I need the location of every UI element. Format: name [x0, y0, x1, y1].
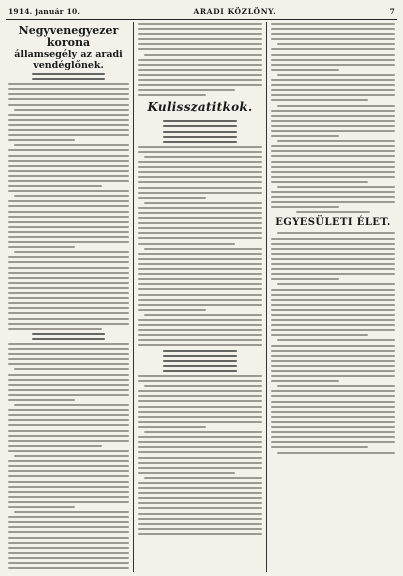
text-line [8, 216, 129, 218]
text-line [271, 446, 368, 448]
text-line [138, 518, 262, 520]
text-line [8, 302, 129, 304]
text-line [138, 79, 262, 81]
text-line [8, 139, 75, 141]
text-line [138, 309, 206, 311]
text-line [8, 531, 129, 533]
text-line [8, 318, 129, 320]
text-line [271, 99, 368, 101]
text-line [8, 562, 129, 564]
text-line [8, 185, 102, 187]
text-line [8, 170, 129, 172]
text-line [271, 360, 395, 362]
text-line [271, 314, 395, 316]
text-line [144, 477, 262, 479]
text-line [271, 273, 395, 275]
text-line [138, 207, 262, 209]
text-line [8, 328, 102, 330]
text-line [8, 481, 129, 483]
text-line [138, 227, 262, 229]
text-line [138, 502, 262, 504]
column-2-body-top [138, 23, 262, 96]
text-line [271, 380, 339, 382]
text-line [8, 149, 129, 151]
text-line [8, 88, 129, 90]
text-line [271, 441, 395, 443]
text-line [163, 365, 237, 367]
text-line [271, 84, 395, 86]
text-line [271, 89, 395, 91]
text-line [138, 375, 262, 377]
text-line [8, 465, 129, 467]
text-line [8, 384, 129, 386]
text-line [8, 211, 129, 213]
text-line [271, 395, 395, 397]
text-line [8, 557, 129, 559]
lead-article-subtitle: államsegély az aradi vendéglőnek. [14, 49, 123, 71]
text-line [8, 363, 129, 365]
page-number: 7 [389, 6, 395, 16]
text-line [138, 197, 206, 199]
text-line [144, 385, 262, 387]
text-line [138, 299, 262, 301]
text-line [8, 256, 129, 258]
text-line [8, 358, 129, 360]
text-line [14, 368, 129, 370]
text-line [138, 181, 262, 183]
text-line [271, 390, 395, 392]
text-line [8, 516, 129, 518]
text-line [8, 409, 129, 411]
text-line [8, 272, 129, 274]
text-line [271, 54, 395, 56]
lead-article-body [8, 73, 129, 572]
masthead: ARADI KÖZLÖNY. [193, 6, 277, 16]
text-line [138, 334, 262, 336]
text-line [8, 348, 129, 350]
text-line [138, 69, 262, 71]
text-line [8, 277, 129, 279]
text-line [144, 314, 262, 316]
text-line [277, 339, 395, 341]
lead-article-title: Negyvenegyezer korona [18, 24, 119, 49]
text-line [138, 451, 262, 453]
text-line [271, 64, 395, 66]
text-line [138, 171, 262, 173]
text-line [8, 267, 129, 269]
text-line [138, 166, 262, 168]
text-line [277, 140, 395, 142]
text-line [163, 370, 237, 372]
text-line [271, 130, 395, 132]
text-line [138, 441, 262, 443]
text-line [271, 23, 395, 25]
text-line [277, 452, 395, 454]
text-line [8, 450, 129, 452]
text-line [163, 355, 237, 357]
text-line [163, 360, 237, 362]
text-line [138, 513, 262, 515]
text-line [8, 440, 129, 442]
text-line [8, 394, 129, 396]
text-line [8, 486, 129, 488]
text-line [163, 350, 237, 352]
text-line [138, 23, 262, 25]
text-line [138, 232, 262, 234]
text-line [277, 105, 395, 107]
text-line [8, 241, 129, 243]
text-line [271, 181, 368, 183]
text-line [8, 379, 129, 381]
text-line [271, 355, 395, 357]
text-line [14, 109, 129, 111]
text-line [138, 288, 262, 290]
column-2 [138, 23, 262, 572]
column-3-body-top [271, 23, 395, 213]
text-line [144, 156, 262, 158]
text-line [138, 304, 262, 306]
text-line [8, 93, 129, 95]
text-line [163, 131, 237, 133]
kulisszatitkok-body [138, 120, 262, 535]
text-line [138, 38, 262, 40]
text-line [277, 232, 395, 234]
text-line [8, 190, 129, 192]
text-line [138, 217, 262, 219]
text-line [138, 482, 262, 484]
text-line [138, 253, 262, 255]
text-line [138, 176, 262, 178]
text-line [271, 309, 395, 311]
text-line [8, 134, 129, 136]
text-line [8, 353, 129, 355]
text-line [138, 187, 262, 189]
text-line [8, 430, 129, 432]
text-line [138, 43, 262, 45]
text-line [138, 528, 262, 530]
text-line [271, 48, 395, 50]
text-line [32, 73, 105, 75]
text-line [138, 436, 262, 438]
text-line [138, 406, 262, 408]
text-line [8, 200, 129, 202]
text-line [138, 33, 262, 35]
text-line [138, 74, 262, 76]
text-line [271, 411, 395, 413]
text-line [138, 268, 262, 270]
text-line [271, 79, 395, 81]
text-line [8, 506, 75, 508]
text-line [271, 334, 368, 336]
text-line [8, 399, 75, 401]
text-line [138, 344, 262, 346]
text-line [14, 195, 129, 197]
text-line [138, 48, 262, 50]
text-line [8, 114, 129, 116]
text-line [138, 64, 262, 66]
text-line [138, 324, 262, 326]
text-line [8, 129, 129, 131]
text-line [14, 455, 129, 457]
text-line [138, 161, 262, 163]
text-line [271, 406, 395, 408]
text-line [8, 389, 129, 391]
text-line [8, 470, 129, 472]
text-line [8, 374, 129, 376]
text-line [271, 436, 395, 438]
text-line [271, 191, 395, 193]
text-line [138, 59, 262, 61]
egyesuleti-elet-title: EGYESÜLETI ÉLET. [275, 217, 391, 229]
text-line [271, 161, 395, 163]
text-line [138, 28, 262, 30]
text-line [271, 201, 395, 203]
text-line [8, 312, 129, 314]
text-line [271, 299, 395, 301]
text-line [271, 171, 395, 173]
text-line [138, 84, 262, 86]
text-line [32, 338, 105, 340]
text-line [8, 124, 129, 126]
text-line [271, 69, 339, 71]
text-line [138, 467, 262, 469]
text-line [271, 243, 395, 245]
text-line [8, 526, 129, 528]
column-divider-2 [266, 22, 267, 572]
text-line [138, 390, 262, 392]
text-line [138, 497, 262, 499]
text-line [163, 136, 237, 138]
text-line [271, 324, 395, 326]
text-line [144, 54, 262, 56]
text-line [14, 511, 129, 513]
text-line [14, 144, 129, 146]
text-line [271, 115, 395, 117]
text-line [271, 258, 395, 260]
text-line [271, 248, 395, 250]
text-line [163, 125, 237, 127]
text-line [8, 226, 129, 228]
text-line [271, 350, 395, 352]
text-line [138, 421, 262, 423]
text-line [271, 94, 395, 96]
text-line [8, 323, 129, 325]
text-line [271, 110, 395, 112]
text-line [8, 491, 129, 493]
text-line [138, 457, 262, 459]
text-line [8, 246, 75, 248]
text-line [271, 345, 395, 347]
text-line [138, 278, 262, 280]
text-line [8, 297, 129, 299]
text-line [8, 98, 129, 100]
text-line [8, 343, 129, 345]
text-line [8, 221, 129, 223]
text-line [144, 431, 262, 433]
text-line [8, 542, 129, 544]
text-line [8, 435, 129, 437]
text-line [271, 33, 395, 35]
text-line [271, 150, 395, 152]
text-line [14, 251, 129, 253]
text-line [8, 83, 129, 85]
text-line [8, 180, 129, 182]
text-line [271, 155, 395, 157]
text-line [138, 146, 262, 148]
text-line [8, 460, 129, 462]
text-line [138, 222, 262, 224]
text-line [138, 258, 262, 260]
text-line [8, 424, 129, 426]
text-line [8, 496, 129, 498]
text-line [8, 155, 129, 157]
text-line [277, 186, 395, 188]
text-line [296, 211, 370, 213]
text-line [271, 253, 395, 255]
issue-date: 1914. január 10. [8, 6, 81, 16]
text-line [271, 365, 395, 367]
text-line [271, 145, 395, 147]
text-line [8, 104, 129, 106]
text-line [8, 547, 129, 549]
text-line [271, 206, 339, 208]
text-line [138, 380, 262, 382]
text-line [271, 125, 395, 127]
text-line [8, 419, 129, 421]
text-line [271, 304, 395, 306]
text-line [138, 492, 262, 494]
text-line [138, 472, 235, 474]
text-line [271, 135, 339, 137]
text-line [14, 404, 129, 406]
text-line [138, 94, 206, 96]
text-line [271, 38, 395, 40]
text-line [8, 160, 129, 162]
text-line [138, 400, 262, 402]
text-line [144, 202, 262, 204]
text-line [138, 462, 262, 464]
text-line [138, 319, 262, 321]
text-line [271, 421, 395, 423]
text-line [8, 165, 129, 167]
column-divider-1 [133, 22, 134, 572]
text-line [8, 567, 129, 569]
text-line [8, 445, 102, 447]
text-line [138, 416, 262, 418]
text-line [8, 261, 129, 263]
text-line [8, 537, 129, 539]
egyesuleti-elet-body [271, 232, 395, 453]
text-line [271, 289, 395, 291]
text-line [138, 395, 262, 397]
text-line [138, 273, 262, 275]
page-header [8, 4, 395, 18]
text-line [138, 243, 235, 245]
text-line [138, 283, 262, 285]
text-line [8, 521, 129, 523]
text-line [8, 414, 129, 416]
text-line [32, 333, 105, 335]
text-line [271, 196, 395, 198]
text-line [271, 401, 395, 403]
text-line [138, 339, 262, 341]
text-line [271, 416, 395, 418]
text-line [8, 307, 129, 309]
text-line [138, 523, 262, 525]
text-line [271, 294, 395, 296]
text-line [271, 278, 339, 280]
text-line [138, 329, 262, 331]
text-line [8, 119, 129, 121]
text-line [271, 319, 395, 321]
text-line [138, 426, 206, 428]
text-line [138, 212, 262, 214]
text-line [8, 552, 129, 554]
text-line [138, 533, 262, 535]
text-line [32, 78, 105, 80]
text-line [277, 74, 395, 76]
text-line [8, 292, 129, 294]
text-line [163, 141, 237, 143]
text-line [144, 248, 262, 250]
text-line [8, 175, 129, 177]
text-line [138, 411, 262, 413]
text-line [138, 294, 262, 296]
text-line [138, 263, 262, 265]
text-line [271, 375, 395, 377]
header-rule [6, 19, 397, 20]
text-line [8, 205, 129, 207]
text-line [8, 287, 129, 289]
text-line [271, 329, 395, 331]
text-line [277, 385, 395, 387]
text-line [8, 231, 129, 233]
text-line [271, 431, 395, 433]
text-line [163, 120, 237, 122]
text-line [271, 238, 395, 240]
text-line [277, 283, 395, 285]
text-line [271, 263, 395, 265]
text-line [8, 475, 129, 477]
text-line [271, 426, 395, 428]
text-line [271, 176, 395, 178]
text-line [271, 166, 395, 168]
text-line [138, 151, 262, 153]
kulisszatitkok-title: Kulisszatitkok. [147, 100, 253, 115]
column-3 [271, 23, 395, 572]
text-line [138, 507, 262, 509]
text-line [271, 268, 395, 270]
text-line [138, 487, 262, 489]
text-line [271, 59, 395, 61]
text-line [271, 120, 395, 122]
text-line [8, 282, 129, 284]
text-line [271, 28, 395, 30]
text-line [8, 501, 129, 503]
text-line [138, 89, 235, 91]
text-line [8, 236, 129, 238]
text-line [271, 370, 395, 372]
column-1 [8, 23, 129, 572]
text-line [138, 446, 262, 448]
text-line [138, 237, 262, 239]
text-line [277, 43, 395, 45]
text-line [138, 192, 262, 194]
